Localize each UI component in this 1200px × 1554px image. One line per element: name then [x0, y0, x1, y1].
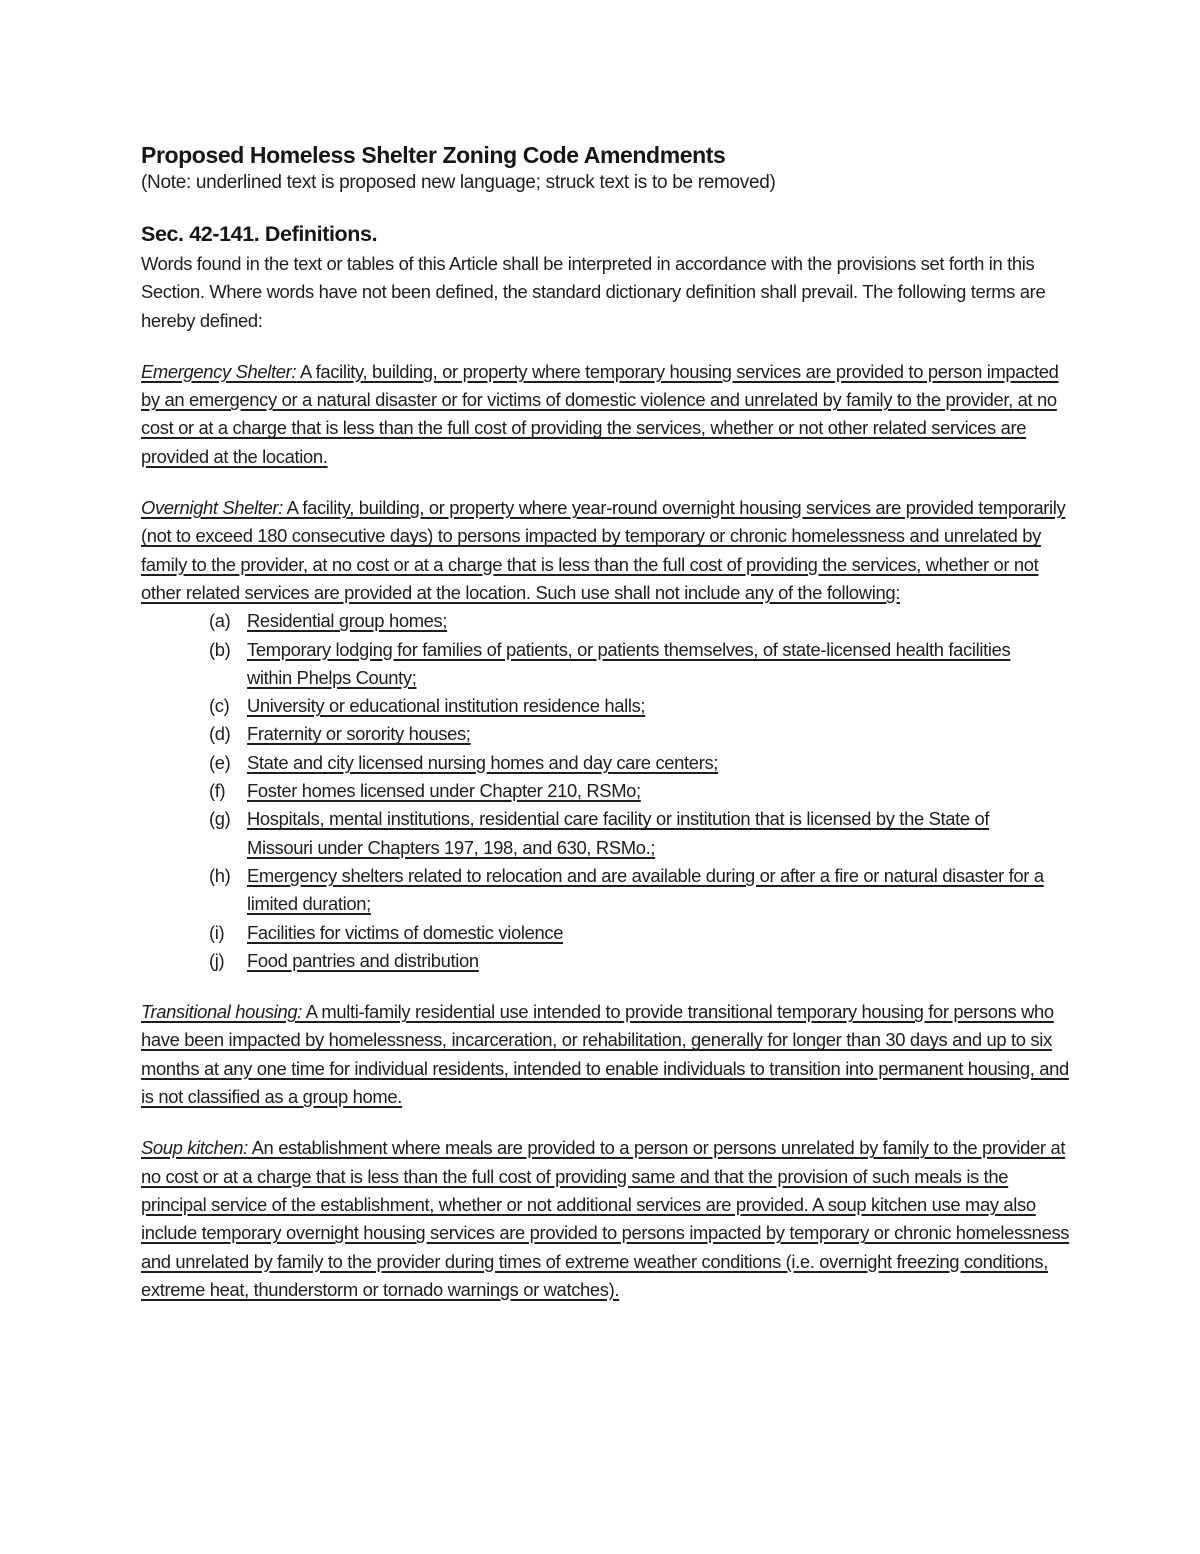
list-item [141, 862, 1071, 919]
list-item [141, 805, 1071, 862]
list-marker: (e) [209, 751, 231, 773]
exclusion-list [141, 607, 1071, 975]
definition-soup-kitchen [141, 1134, 1071, 1304]
definition-emergency-shelter [141, 358, 1071, 471]
list-item [141, 919, 1071, 947]
list-marker: (g) [209, 808, 231, 830]
list-item-text: Residential group homes; [247, 610, 448, 632]
list-marker: (h) [209, 864, 231, 886]
definition-term: Transitional housing: [141, 1001, 302, 1023]
definition-overnight-shelter [141, 494, 1071, 607]
list-item-text: University or educational institution residence halls; [247, 695, 646, 717]
list-marker: (b) [209, 638, 231, 660]
definition-text: A multi-family residential use intended to provide transitional temporary housing for persons who have been impacted by homelessness, incarceration, or rehabilitation, generally for longer than 30 days and up to six months at any one time for individual residents, intended to enable individuals to transition into permanent housing, and is not classified as a group home. [141, 1001, 1069, 1108]
list-item [141, 720, 1071, 748]
list-marker: (c) [209, 695, 230, 717]
list-item [141, 777, 1071, 805]
document-note: (Note: underlined text is proposed new language; struck text is to be removed) [141, 172, 776, 193]
document-title: Proposed Homeless Shelter Zoning Code Amendments [141, 142, 726, 168]
section-heading: Sec. 42-141. Definitions. [141, 222, 378, 246]
definition-term: Emergency Shelter: [141, 360, 297, 382]
definition-term: Overnight Shelter: [141, 497, 283, 519]
list-item [141, 607, 1071, 635]
list-item-text: Hospitals, mental institutions, residential care facility or institution that is licensed by the State of Missouri under Chapters 197, 198, and 630, RSMo.; [247, 808, 990, 858]
list-item-text: Emergency shelters related to relocation and are available during or after a fire or natural disaster for a limited duration; [247, 864, 1044, 915]
definition-text: A facility, building, or property where year-round overnight housing services are provided temporarily (not to exceed 180 consecutive days) to persons impacted by temporary or chronic homelessness and unrelated by family to the provider, at no cost or at a charge that is less than the full cost of providing the services, whether or not other related services are provided at the location. Such use shall not include any of the following: [141, 497, 1066, 603]
definition-transitional-housing [141, 998, 1071, 1111]
list-item-text: Food pantries and distribution [247, 949, 479, 971]
definition-term: Soup kitchen: [141, 1137, 248, 1159]
list-item [141, 692, 1071, 720]
list-marker: (a) [209, 610, 231, 632]
list-marker: (d) [209, 723, 231, 745]
list-item [141, 636, 1071, 693]
list-item-text: State and city licensed nursing homes and day care centers; [247, 751, 719, 773]
list-item-text: Temporary lodging for families of patients, or patients themselves, of state-licensed health facilities within Phelps County; [247, 638, 1011, 688]
section-intro: Words found in the text or tables of this Article shall be interpreted in accordance with the provisions set forth in this Section. Where words have not been defined, the standard dictionary definition shall prevail. The following terms are hereby defined: [141, 253, 1046, 331]
list-item [141, 749, 1071, 777]
list-item-text: Fraternity or sorority houses; [247, 723, 471, 745]
list-item-text: Facilities for victims of domestic violence [247, 921, 564, 943]
definition-text: An establishment where meals are provided to a person or persons unrelated by family to the provider at no cost or at a charge that is less than the full cost of providing same and that the provision of such meals is the principal service of the establishment, whether or not additional services are provided. A soup kitchen use may also include temporary overnight housing services are provided to persons impacted by temporary or chronic homelessness and unrelated by family to the provider during times of extreme weather conditions (i.e. overnight freezing conditions, extreme heat, thunderstorm or tornado warnings or watches). [141, 1137, 1070, 1300]
list-marker: (i) [209, 921, 225, 943]
list-item-text: Foster homes licensed under Chapter 210, RSMo; [247, 780, 641, 802]
document-page [141, 140, 1071, 1304]
list-marker: (j) [209, 949, 225, 971]
list-item [141, 947, 1071, 975]
list-marker: (f) [209, 780, 226, 802]
definition-text: A facility, building, or property where temporary housing services are provided to person impacted by an emergency or a natural disaster or for victims of domestic violence and unrelated by family to the provider, at no cost or at a charge that is less than the full cost of providing the services, whether or not other related services are provided at the location. [141, 360, 1059, 467]
